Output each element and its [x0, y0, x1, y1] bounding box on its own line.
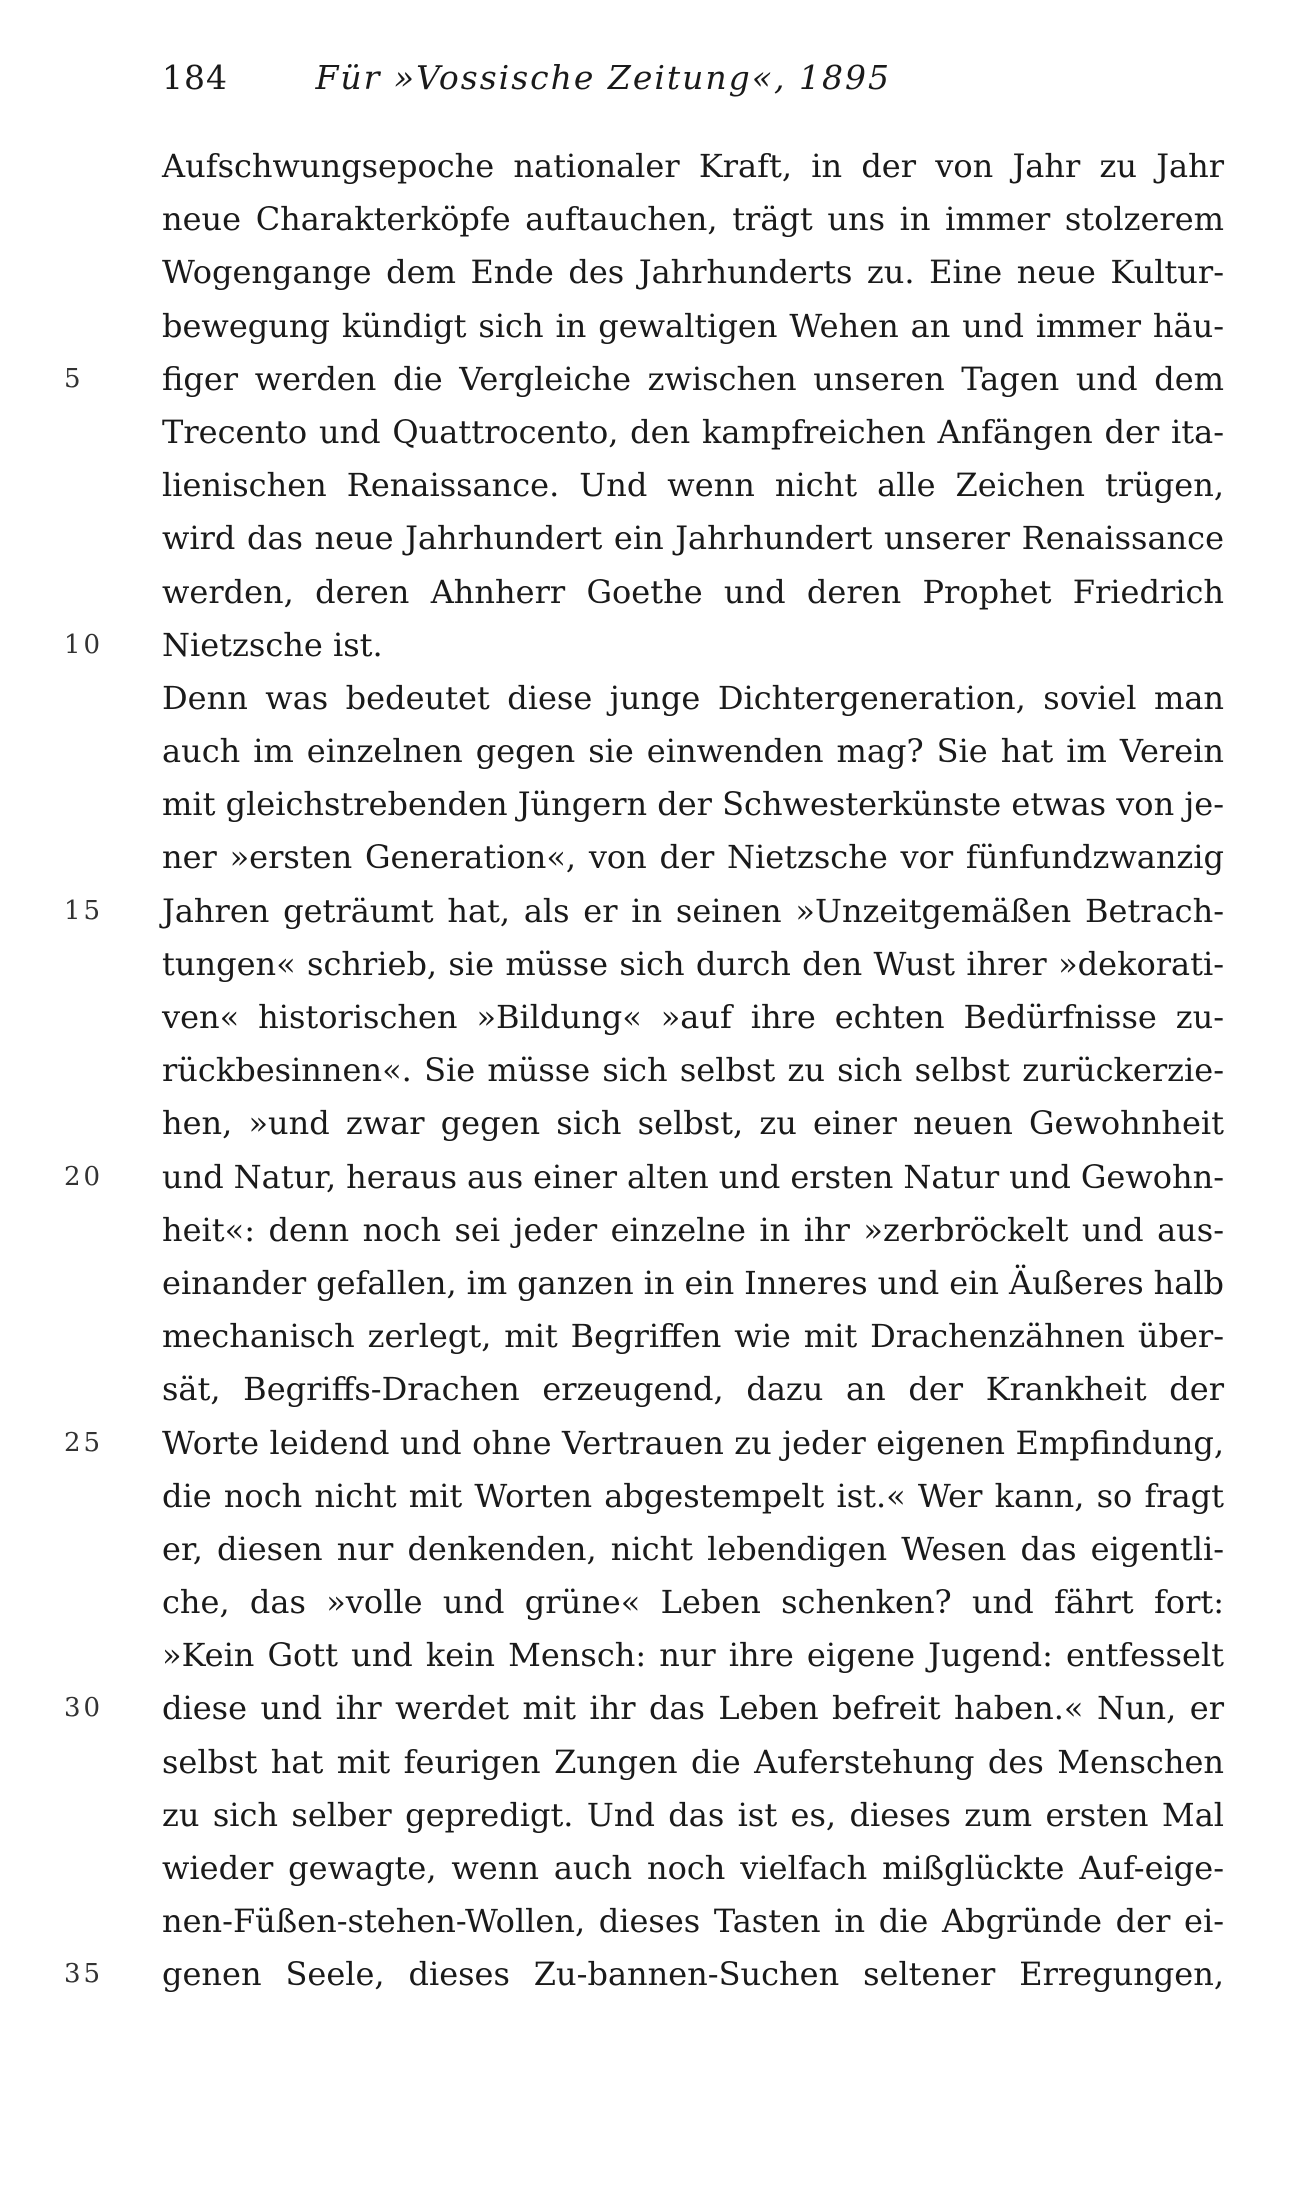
line-text: die noch nicht mit Worten abgestempelt ist.« Wer kann, so fragt: [162, 1476, 1224, 1515]
text-line: [162, 1363, 1224, 1416]
line-number: 25: [64, 1427, 104, 1458]
text-line: [162, 1895, 1224, 1948]
text-line: [162, 140, 1224, 193]
line-text: tungen« schrieb, sie müsse sich durch den Wust ihrer »dekorati-: [162, 944, 1224, 983]
line-text: sät, Begriffs-Drachen erzeugend, dazu an der Krankheit der: [162, 1370, 1224, 1409]
text-line: [162, 1470, 1224, 1523]
text-line: [162, 672, 1224, 725]
line-number: 30: [64, 1693, 104, 1724]
line-text: nen-Füßen-stehen-Wollen, dieses Tasten in die Abgründe der ei-: [162, 1902, 1224, 1941]
line-text: Jahren geträumt hat, als er in seinen »Unzeitgemäßen Betrach-: [162, 891, 1224, 930]
line-number: 15: [64, 895, 104, 926]
text-line: [162, 1842, 1224, 1895]
line-text: lienischen Renaissance. Und wenn nicht alle Zeichen trügen,: [162, 466, 1224, 505]
text-line: [162, 1097, 1224, 1150]
line-text: figer werden die Vergleiche zwischen unseren Tagen und dem: [162, 359, 1224, 398]
line-text: Worte leidend und ohne Vertrauen zu jeder eigenen Empfindung,: [162, 1423, 1224, 1462]
text-line: [64, 1151, 1225, 1204]
text-line: [64, 619, 1224, 672]
running-title: Für »Vossische Zeitung«, 1895: [315, 58, 891, 97]
text-line: [162, 512, 1224, 565]
line-text: mit gleichstrebenden Jüngern der Schwesterkünste etwas von je-: [162, 785, 1224, 824]
line-text: Denn was bedeutet diese junge Dichtergeneration, soviel man: [162, 678, 1224, 717]
line-text: ner »ersten Generation«, von der Nietzsche vor fünfundzwanzig: [162, 838, 1224, 877]
line-text: hen, »und zwar gegen sich selbst, zu einer neuen Gewohnheit: [162, 1104, 1224, 1143]
text-line: [64, 1682, 1224, 1735]
line-text: heit«: denn noch sei jeder einzelne in ihr »zerbröckelt und aus-: [162, 1210, 1224, 1249]
text-line: [162, 1736, 1224, 1789]
line-number: 5: [64, 363, 84, 394]
line-text: wird das neue Jahrhundert ein Jahrhundert unserer Renaissance: [162, 519, 1224, 558]
line-number: 10: [64, 629, 104, 660]
text-line: [162, 831, 1224, 884]
line-text: genen Seele, dieses Zu-bannen-Suchen seltener Erregungen,: [162, 1955, 1224, 1994]
line-text: Trecento und Quattrocento, den kampfreichen Anfängen der ita-: [162, 412, 1224, 451]
text-line: [162, 991, 1224, 1044]
text-line: [162, 193, 1224, 246]
text-line: [162, 1044, 1224, 1097]
text-line: [64, 885, 1224, 938]
line-text: wieder gewagte, wenn auch noch vielfach mißglückte Auf-eige-: [162, 1849, 1224, 1887]
text-line: [162, 778, 1224, 831]
text-line: [162, 938, 1224, 991]
text-line: [162, 459, 1224, 512]
line-text: bewegung kündigt sich in gewaltigen Wehen an und immer häu-: [162, 306, 1224, 345]
text-line: [162, 300, 1224, 353]
text-line: [162, 1523, 1224, 1576]
line-text: ven« historischen »Bildung« »auf ihre echten Bedürfnisse zu-: [162, 998, 1224, 1036]
line-text: Aufschwungsepoche nationaler Kraft, in der von Jahr zu Jahr: [162, 147, 1224, 185]
text-line: [162, 246, 1224, 299]
text-line: [162, 1310, 1224, 1363]
text-line: [64, 353, 1224, 406]
body-text: [64, 140, 1225, 2002]
line-text: Wogengange dem Ende des Jahrhunderts zu. Eine neue Kultur-: [162, 253, 1224, 292]
text-line: [162, 566, 1224, 619]
text-line: [162, 1204, 1224, 1257]
text-line: [162, 1576, 1224, 1629]
page-number: 184: [162, 58, 228, 97]
text-line: [162, 406, 1224, 459]
text-line: [64, 1417, 1224, 1470]
page-header: [162, 58, 891, 97]
line-text: zu sich selber gepredigt. Und das ist es, dieses zum ersten Mal: [162, 1795, 1224, 1834]
line-number: 35: [64, 1959, 104, 1990]
text-line: [162, 1629, 1224, 1682]
text-line: [162, 1257, 1224, 1310]
text-line: [162, 1789, 1224, 1842]
text-line: [64, 1948, 1224, 2001]
line-text: er, diesen nur denkenden, nicht lebendigen Wesen das eigentli-: [162, 1529, 1224, 1568]
line-text: Nietzsche ist.: [162, 625, 383, 664]
line-text: werden, deren Ahnherr Goethe und deren Prophet Friedrich: [162, 572, 1224, 611]
line-text: neue Charakterköpfe auftauchen, trägt uns in immer stolzerem: [162, 200, 1224, 239]
line-text: und Natur, heraus aus einer alten und ersten Natur und Gewohn-: [162, 1157, 1225, 1196]
line-text: selbst hat mit feurigen Zungen die Auferstehung des Menschen: [162, 1742, 1224, 1781]
line-text: mechanisch zerlegt, mit Begriffen wie mit Drachenzähnen über-: [162, 1317, 1224, 1356]
line-text: »Kein Gott und kein Mensch: nur ihre eigene Jugend: entfesselt: [162, 1636, 1224, 1675]
line-text: diese und ihr werdet mit ihr das Leben befreit haben.« Nun, er: [162, 1689, 1224, 1728]
line-text: rückbesinnen«. Sie müsse sich selbst zu sich selbst zurückerzie-: [162, 1051, 1224, 1090]
line-number: 20: [64, 1161, 104, 1192]
line-text: auch im einzelnen gegen sie einwenden mag? Sie hat im Verein: [162, 732, 1224, 771]
line-text: che, das »volle und grüne« Leben schenken? und fährt fort:: [162, 1583, 1224, 1622]
text-line: [162, 725, 1224, 778]
line-text: einander gefallen, im ganzen in ein Inneres und ein Äußeres halb: [162, 1263, 1225, 1302]
